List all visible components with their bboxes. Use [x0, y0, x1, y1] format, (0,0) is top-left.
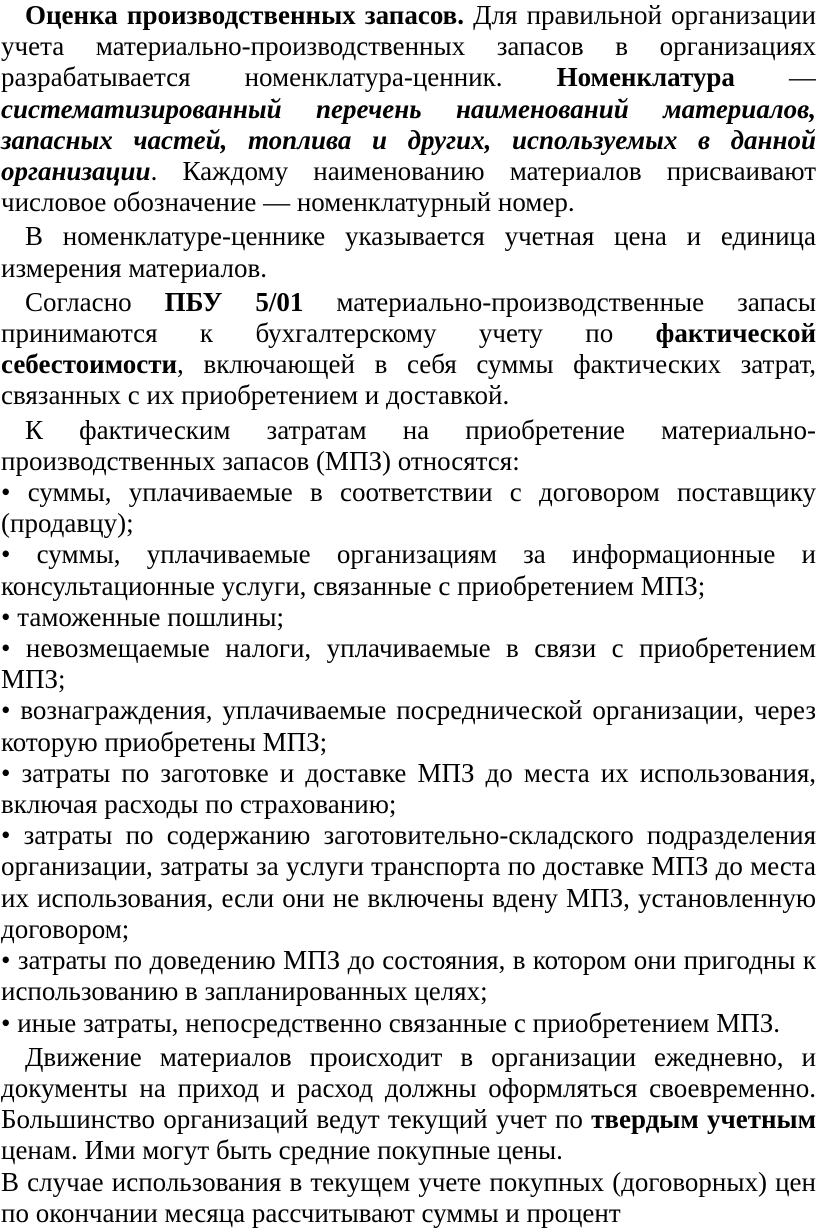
- term-pbu: ПБУ 5/01: [164, 286, 304, 317]
- paragraph-text: Для правильной организации учета материально-производственных запасов в организациях разрабатывается номенклатура-ценник.: [1, 0, 816, 93]
- term-fixed-prices: твердым учетным: [591, 1104, 816, 1135]
- term-actual-cost: фактической себестоимости: [1, 318, 816, 380]
- term-definition: систематизированный перечень наименований материалов, запасных частей, топлива и других, используемых в данной организации: [1, 93, 816, 187]
- list-item: • суммы, уплачиваемые в соответствии с договором поставщику (продавцу);: [1, 477, 816, 539]
- paragraph-text: —: [734, 62, 816, 93]
- list-item: • вознаграждения, уплачиваемые посреднической организации, через которую приобретены МПЗ;: [1, 695, 816, 757]
- paragraph-price-list: В номенклатуре-ценнике указывается учетная цена и единица измерения материалов.: [1, 221, 816, 283]
- term-nomenclature: Номенклатура: [556, 62, 735, 93]
- paragraph-text: . Каждому наименованию материалов присваивают числовое обозначение — номенклатурный номер.: [1, 156, 816, 218]
- paragraph-text: Согласно: [25, 286, 165, 317]
- paragraph-pbu: [1, 287, 816, 412]
- paragraph-text: , включающей в себя суммы фактических затрат, связанных с их приобретением и доставкой.: [1, 349, 816, 411]
- paragraph-text: Движение материалов происходит в организации ежедневно, и документы на приход и расход должны оформляться своевременно. Большинство организаций ведут текущий учет по: [1, 1041, 816, 1135]
- paragraph-nomenclature: [1, 0, 816, 218]
- list-item: • иные затраты, непосредственно связанные с приобретением МПЗ.: [1, 1007, 781, 1038]
- list-item: • суммы, уплачиваемые организациям за информационные и консультационные услуги, связанные с приобретением МПЗ;: [1, 539, 816, 601]
- list-item: • таможенные пошлины;: [1, 601, 285, 632]
- paragraph-text: ценам. Ими могут быть средние покупные цены.: [1, 1135, 563, 1166]
- list-item: • затраты по содержанию заготовительно-складского подразделения организации, затраты за услуги транспорта по доставке МПЗ до места их использования, если они не включены вдену МПЗ, установленную договором;: [1, 820, 816, 944]
- list-item: • затраты по доведению МПЗ до состояния, в котором они пригодны к использованию в запланированных целях;: [1, 945, 816, 1007]
- paragraph-text: материально-производственные запасы принимаются к бухгалтерскому учету по: [1, 286, 816, 349]
- cost-bullet-list: [1, 477, 816, 1039]
- section-heading: Оценка производственных запасов.: [25, 0, 464, 30]
- paragraph-movement: [1, 1042, 816, 1167]
- list-item: • затраты по заготовке и доставке МПЗ до места их использования, включая расходы по страхованию;: [1, 757, 816, 820]
- paragraph-purchase-prices: В случае использования в текущем учете покупных (договорных) цен по окончании месяца рассчитывают суммы и процент: [1, 1166, 816, 1228]
- list-item: • невозмещаемые налоги, уплачиваемые в связи с приобретением МПЗ;: [1, 633, 816, 695]
- paragraph-costs-intro: К фактическим затратам на приобретение материально-производственных запасов (МПЗ) относятся:: [1, 414, 816, 476]
